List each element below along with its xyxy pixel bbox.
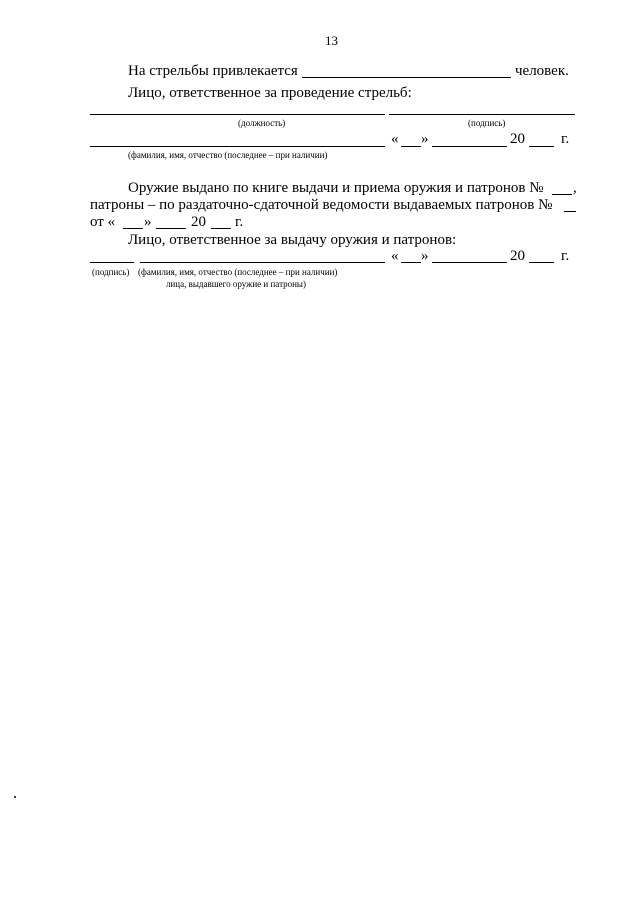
scan-speck [14, 796, 16, 798]
issue-name-field[interactable] [140, 262, 385, 263]
statement-date-month-field[interactable] [156, 228, 186, 229]
issue-line2: патроны – по раздаточно-сдаточной ведомости выдаваемых патронов № [90, 197, 553, 213]
statement-number-field[interactable] [564, 211, 576, 212]
issue-signature-field[interactable] [90, 262, 134, 263]
date-day-field[interactable] [401, 146, 421, 147]
persons-count-field[interactable] [302, 77, 511, 78]
signature-field[interactable] [389, 114, 575, 115]
date-century: 20 [510, 131, 525, 147]
issue-line1-text: Оружие выдано по книге выдачи и приема оружия и патронов № [128, 180, 544, 196]
issue-line3-close: » [144, 214, 152, 230]
issue-date-year-suffix: г. [561, 248, 570, 264]
issue-name-caption-line2: лица, выдавшего оружие и патроны) [166, 279, 306, 289]
date-year-field[interactable] [529, 146, 554, 147]
issue-line1 [128, 180, 544, 197]
name-caption: (фамилия, имя, отчество (последнее – при наличии) [128, 150, 328, 160]
date-month-field[interactable] [432, 146, 507, 147]
signature-caption: (подпись) [468, 118, 506, 128]
attract-label: На стрельбы привлекается [128, 63, 298, 79]
position-field[interactable] [90, 114, 385, 115]
date-quote-open: « [391, 131, 399, 147]
issue-date-month-field[interactable] [432, 262, 507, 263]
issue-name-caption-line1: (фамилия, имя, отчество (последнее – при наличии) [138, 267, 338, 277]
issue-line3-suffix: г. [235, 214, 244, 230]
name-field[interactable] [90, 146, 385, 147]
issue-line1-end: , [573, 180, 577, 196]
issue-date-quote-close: » [421, 248, 429, 264]
issue-signature-caption: (подпись) [92, 267, 130, 277]
issue-date-century: 20 [510, 248, 525, 264]
date-quote-close: » [421, 131, 429, 147]
statement-date-year-field[interactable] [211, 228, 231, 229]
date-year-suffix: г. [561, 131, 570, 147]
persons-word: человек. [515, 63, 569, 79]
issue-date-day-field[interactable] [401, 262, 421, 263]
page-number: 13 [325, 33, 338, 48]
responsible-shooting-label: Лицо, ответственное за проведение стрельб: [128, 85, 412, 101]
statement-date-day-field[interactable] [123, 228, 143, 229]
issue-date-year-field[interactable] [529, 262, 554, 263]
issue-date-quote-open: « [391, 248, 399, 264]
responsible-issue-label: Лицо, ответственное за выдачу оружия и патронов: [128, 232, 457, 248]
issue-line3-century: 20 [191, 214, 206, 230]
book-number-field[interactable] [552, 194, 572, 195]
issue-line3-from: от « [90, 214, 116, 230]
position-caption: (должность) [238, 118, 286, 128]
